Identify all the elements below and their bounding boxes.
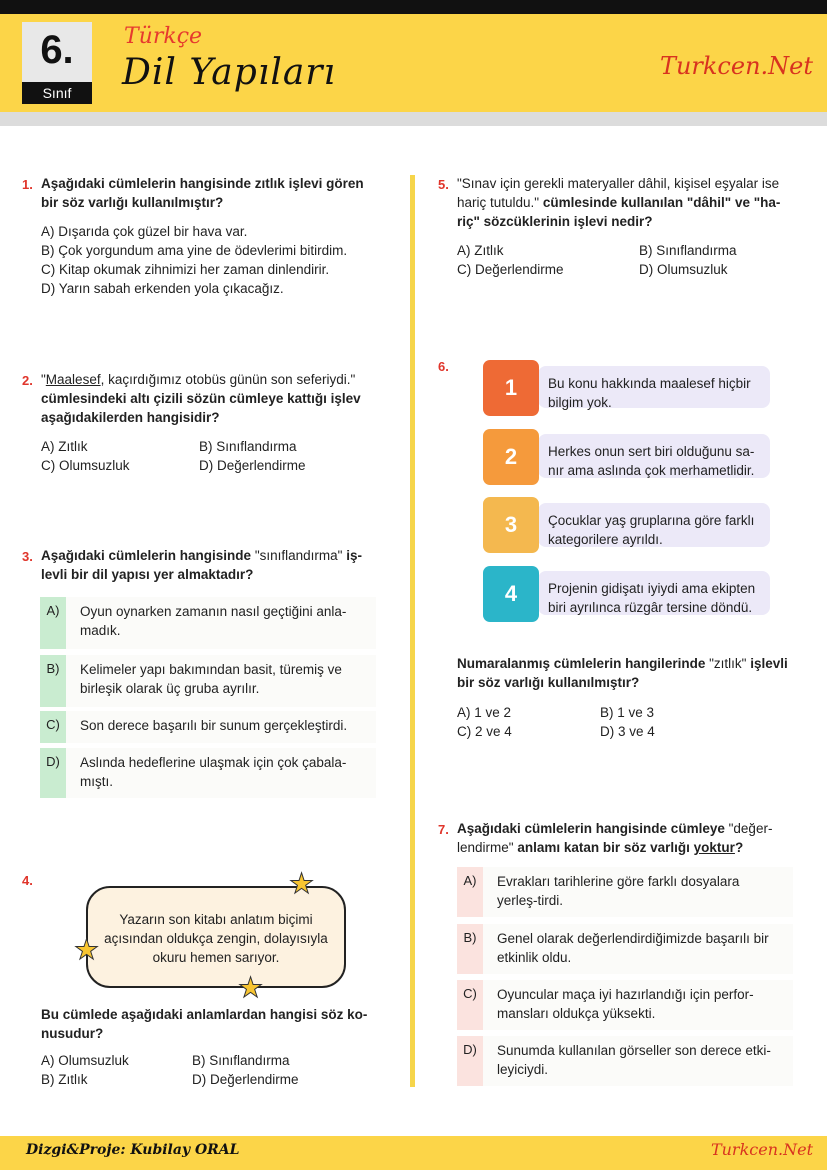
option-c[interactable] <box>457 980 793 1030</box>
grade-label: Sınıf <box>22 82 92 104</box>
quoted-term: lendirme" <box>457 840 514 855</box>
question-line-bold: anlamı katan bir söz varlığı <box>517 840 690 855</box>
question-line-plain: hariç tutuldu." <box>457 195 540 210</box>
option-b[interactable]: B) 1 ve 3 <box>600 705 655 720</box>
option-b-alt[interactable]: B) Zıtlık <box>41 1072 88 1087</box>
question-line <box>457 654 802 673</box>
question-line: bir söz varlığı kullanılmıştır? <box>457 675 640 690</box>
question-line-bold: Numaralanmış cümlelerin hangilerinde <box>457 656 706 671</box>
option-d[interactable]: D) Yarın sabah erkenden yola çıkacağız. <box>41 281 284 296</box>
quote-mark: " <box>41 372 46 387</box>
option-a[interactable] <box>40 597 376 649</box>
option-text: Oyun oynarken zamanın nasıl geçtiğini anla-madık. <box>66 597 376 649</box>
option-text: Evrakları tarihlerine göre farklı dosyalara yerleş-tirdi. <box>483 867 793 917</box>
option-c[interactable]: C) Kitap okumak zihnimizi her zaman dinlendirir. <box>41 262 330 277</box>
quoted-term: "sınıflandırma" <box>254 548 343 563</box>
option-a[interactable]: A) Zıtlık <box>41 439 88 454</box>
question-number: 1. <box>22 177 33 192</box>
question-line <box>41 546 386 565</box>
underlined-word: Maalesef <box>45 372 101 387</box>
option-d[interactable]: D) Değerlendirme <box>192 1072 299 1087</box>
question-mark: ? <box>734 840 744 855</box>
option-d[interactable]: D) 3 ve 4 <box>600 724 655 739</box>
option-a[interactable]: A) Zıtlık <box>457 243 504 258</box>
question-line: cümlesindeki altı çizili sözün cümleye kattığı işlev <box>41 391 361 406</box>
option-letter: A) <box>457 867 483 917</box>
option-text: Kelimeler yapı bakımından basit, türemiş ve birleşik olarak üç gruba ayrılır. <box>66 655 376 707</box>
question-text <box>457 819 802 857</box>
footer-logo: Turkcen.Net <box>710 1140 813 1159</box>
question-line: riç" sözcüklerinin işlevi nedir? <box>457 214 653 229</box>
question-line-bold: cümlesinde kullanılan "dâhil" ve "ha- <box>542 195 781 210</box>
question-line-rest: , kaçırdığımız otobüs günün son seferiydi." <box>100 372 356 387</box>
option-letter: D) <box>457 1036 483 1086</box>
question-line-bold: işlevli <box>750 656 788 671</box>
question-line: aşağıdakilerden hangisidir? <box>41 410 220 425</box>
option-text: Genel olarak değerlendirdiğimizde başarılı bir etkinlik oldu. <box>483 924 793 974</box>
option-c[interactable]: C) Olumsuzluk <box>41 458 130 473</box>
star-icon: ★ <box>74 934 100 965</box>
option-b[interactable] <box>457 924 793 974</box>
question-line <box>457 193 802 212</box>
question-line <box>457 819 802 838</box>
brand-logo: Turkcen.Net <box>659 52 813 80</box>
option-b[interactable]: B) Sınıflandırma <box>192 1053 290 1068</box>
star-icon: ★ <box>238 972 264 1003</box>
option-b[interactable]: B) Sınıflandırma <box>199 439 297 454</box>
page-title: Dil Yapıları <box>122 52 337 93</box>
option-b[interactable]: B) Sınıflandırma <box>639 243 737 258</box>
option-d[interactable]: D) Olumsuzluk <box>639 262 728 277</box>
column-divider <box>410 175 415 1087</box>
option-text: Oyuncular maça iyi hazırlandığı için perfor-mansları oldukça yüksekti. <box>483 980 793 1030</box>
question-line <box>457 838 802 857</box>
option-c[interactable]: C) 2 ve 4 <box>457 724 512 739</box>
question-text <box>41 370 386 427</box>
quoted-term: "zıtlık" <box>709 656 747 671</box>
option-a[interactable]: A) 1 ve 2 <box>457 705 512 720</box>
question-text <box>41 174 381 212</box>
question-text <box>457 654 802 692</box>
option-a[interactable]: A) Olumsuzluk <box>41 1053 129 1068</box>
question-text <box>457 174 802 231</box>
question-number: 3. <box>22 549 33 564</box>
underlined-word: yoktur <box>693 840 735 855</box>
option-text: Aslında hedeflerine ulaşmak için çok çabala-mıştı. <box>66 748 376 798</box>
option-letter: C) <box>40 711 66 743</box>
option-d[interactable] <box>40 748 376 798</box>
question-number: 2. <box>22 373 33 388</box>
option-letter: C) <box>457 980 483 1030</box>
option-d[interactable]: D) Değerlendirme <box>199 458 306 473</box>
question-line: bir söz varlığı kullanılmıştır? <box>41 195 224 210</box>
option-c[interactable]: C) Değerlendirme <box>457 262 564 277</box>
question-number: 7. <box>438 822 449 837</box>
option-letter: B) <box>457 924 483 974</box>
question-text <box>41 546 386 584</box>
option-a[interactable] <box>457 867 793 917</box>
top-bar <box>0 0 827 14</box>
grade-number: 6. <box>40 28 74 72</box>
item-text: Projenin gidişatı iyiydi ama ekipten biri ayrılınca rüzgâr tersine döndü. <box>538 571 770 615</box>
quoted-term: "değer- <box>728 821 773 836</box>
item-text: Çocuklar yaş gruplarına göre farklı kategorilere ayrıldı. <box>538 503 770 547</box>
option-letter: A) <box>40 597 66 649</box>
item-text: Herkes onun sert biri olduğunu sa-nır ama aslında çok merhametlidir. <box>538 434 770 478</box>
question-text: Bu cümlede aşağıdaki anlamlardan hangisi söz ko-nusudur? <box>41 1007 368 1041</box>
question-line-bold: iş- <box>346 548 362 563</box>
question-number: 5. <box>438 177 449 192</box>
bubble-text: Yazarın son kitabı anlatım biçimi açısından oldukça zengin, dolayısıyla okuru hemen sarıyor. <box>104 912 328 965</box>
option-letter: D) <box>40 748 66 798</box>
item-text: Bu konu hakkında maalesef hiçbir bilgim yok. <box>538 366 770 408</box>
footer-credit: Dizgi&Proje: Kubilay ORAL <box>26 1142 240 1158</box>
star-icon: ★ <box>289 868 315 899</box>
grade-badge <box>22 22 92 104</box>
question-line-bold: Aşağıdaki cümlelerin hangisinde cümleye <box>457 821 725 836</box>
question-number: 4. <box>22 873 33 888</box>
subject-label: Türkçe <box>124 24 203 49</box>
question-line: levli bir dil yapısı yer almaktadır? <box>41 567 254 582</box>
item-number-4: 4 <box>483 566 539 622</box>
option-letter: B) <box>40 655 66 707</box>
item-number-3: 3 <box>483 497 539 553</box>
option-text: Son derece başarılı bir sunum gerçekleştirdi. <box>66 711 376 743</box>
question-line <box>41 370 386 389</box>
option-a[interactable]: A) Dışarıda çok güzel bir hava var. <box>41 224 248 239</box>
item-number-1: 1 <box>483 360 539 416</box>
option-b[interactable] <box>40 655 376 707</box>
question-line: "Sınav için gerekli materyaller dâhil, kişisel eşyalar ise <box>457 176 780 191</box>
option-c[interactable] <box>40 711 376 743</box>
item-number-2: 2 <box>483 429 539 485</box>
option-d[interactable] <box>457 1036 793 1086</box>
question-number: 6. <box>438 359 449 374</box>
option-text: Sunumda kullanılan görseller son derece etki-leyiciydi. <box>483 1036 793 1086</box>
question-line-bold: Aşağıdaki cümlelerin hangisinde <box>41 548 252 563</box>
header-band <box>0 112 827 126</box>
question-line: Aşağıdaki cümlelerin hangisinde zıtlık işlevi gören <box>41 176 364 191</box>
option-b[interactable]: B) Çok yorgundum ama yine de ödevlerimi bitirdim. <box>41 243 348 258</box>
